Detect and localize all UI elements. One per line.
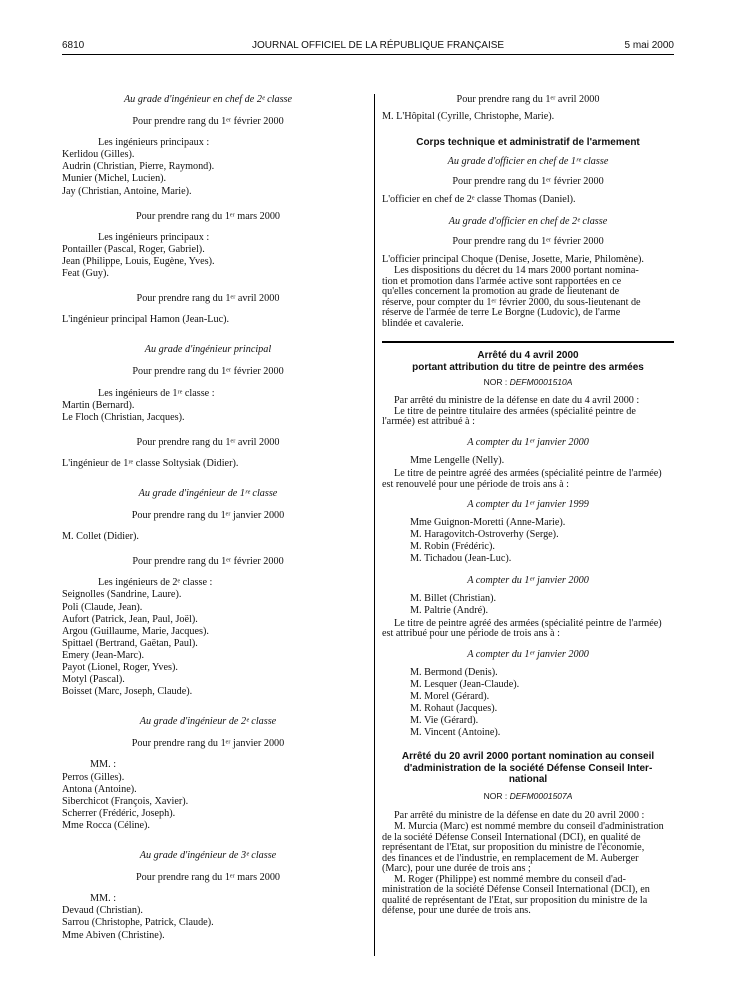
text-line: Argou (Guillaume, Marie, Jacques). bbox=[62, 625, 209, 637]
text-line: Audrin (Christian, Pierre, Raymond). bbox=[62, 161, 215, 173]
name-list bbox=[382, 667, 674, 740]
text-line: ministration de la société Défense Conseil International (DCI), en bbox=[382, 885, 650, 896]
text-line: représentant de l'Etat, sur proposition du ministre de l'économie, bbox=[382, 843, 645, 854]
text-line: Mme Guignon-Moretti (Anne-Marie). bbox=[410, 517, 566, 529]
text-line: M. Rohaut (Jacques). bbox=[410, 703, 498, 715]
arrete-text bbox=[382, 619, 674, 640]
arrete-intro: Par arrêté du ministre de la défense en date du 20 avril 2000 : bbox=[394, 810, 645, 822]
left-column bbox=[62, 94, 354, 942]
text-line: M. Morel (Gérard). bbox=[410, 691, 490, 703]
text-line: Le Floch (Christian, Jacques). bbox=[62, 411, 185, 423]
arrete-title bbox=[382, 751, 674, 786]
text-line: M. Tichadou (Jean-Luc). bbox=[410, 553, 512, 565]
text-line: Emery (Jean-Marc). bbox=[62, 649, 145, 661]
grade-heading: Au grade d'ingénieur en chef de 2ᵉ classe bbox=[123, 94, 293, 105]
text-line: national bbox=[508, 774, 548, 786]
compter-heading: A compter du 1ᵉʳ janvier 2000 bbox=[467, 436, 589, 448]
nomination-line: L'officier principal Choque (Denise, Josette, Marie, Philomène). bbox=[382, 254, 644, 266]
rang-line: Pour prendre rang du 1ᵉʳ mars 2000 bbox=[135, 872, 281, 884]
text-line: Spittael (Bertrand, Gaëtan, Paul). bbox=[62, 637, 198, 649]
text-line: M. Robin (Frédéric). bbox=[410, 541, 495, 553]
page-number: 6810 bbox=[62, 40, 85, 51]
name-list bbox=[62, 400, 354, 424]
name-list bbox=[382, 593, 674, 617]
text-line: M. Billet (Christian). bbox=[410, 592, 497, 604]
text-line: (Marc), pour une durée de trois ans ; bbox=[382, 864, 531, 875]
text-line: Jean (Philippe, Louis, Eugène, Yves). bbox=[62, 255, 215, 267]
name-list bbox=[382, 517, 674, 565]
nor-label: NOR : bbox=[483, 377, 508, 388]
nomination-paragraph bbox=[382, 822, 674, 875]
list-lead: MM. : bbox=[90, 759, 117, 771]
text-line: M. Roger (Philippe) est nommé membre du conseil d'ad- bbox=[394, 874, 626, 885]
text-line: qualité de représentant de l'Etat, sur proposition du ministre de la bbox=[382, 895, 648, 906]
list-lead: Les ingénieurs de 1ʳᵉ classe : bbox=[98, 387, 215, 399]
text-line: Aufort (Patrick, Jean, Paul, Joël). bbox=[62, 613, 198, 625]
name-list bbox=[382, 455, 674, 467]
text-line: est attribué pour une période de trois ans à : bbox=[382, 629, 560, 640]
text-line: Martin (Bernard). bbox=[62, 399, 135, 411]
rang-line: Pour prendre rang du 1ᵉʳ février 2000 bbox=[452, 236, 604, 248]
nor-code: DEFM0001510A bbox=[509, 377, 573, 388]
rang-line: Pour prendre rang du 1ᵉʳ avril 2000 bbox=[136, 293, 280, 305]
name-list bbox=[62, 772, 354, 832]
nomination-line: L'ingénieur de 1ʳᵉ classe Soltysiak (Didier). bbox=[62, 457, 239, 469]
compter-heading: A compter du 1ᵉʳ janvier 1999 bbox=[467, 499, 589, 511]
text-line: Jay (Christian, Antoine, Marie). bbox=[62, 185, 192, 197]
nomination-line: M. L'Hôpital (Cyrille, Christophe, Marie). bbox=[382, 111, 555, 123]
list-lead: Les ingénieurs principaux : bbox=[98, 231, 210, 243]
rang-line: Pour prendre rang du 1ᵉʳ février 2000 bbox=[132, 116, 284, 128]
text-line: Antona (Antoine). bbox=[62, 783, 137, 795]
text-line: M. Vincent (Antoine). bbox=[410, 727, 501, 739]
rang-line: Pour prendre rang du 1ᵉʳ février 2000 bbox=[132, 556, 284, 568]
text-line: Mme Rocca (Céline). bbox=[62, 819, 150, 831]
grade-heading: Au grade d'officier en chef de 2ᵉ classe bbox=[448, 215, 608, 227]
text-line: Motyl (Pascal). bbox=[62, 674, 125, 686]
arrete-text bbox=[382, 469, 674, 490]
text-line: des finances et de l'industrie, en remplacement de M. Auberger bbox=[382, 853, 639, 864]
text-line: l'armée) est attribué à : bbox=[382, 417, 475, 428]
text-line: Munier (Michel, Lucien). bbox=[62, 173, 167, 185]
journal-title: JOURNAL OFFICIEL DE LA RÉPUBLIQUE FRANÇAISE bbox=[252, 40, 505, 51]
text-line: Feat (Guy). bbox=[62, 268, 109, 280]
list-lead: Les ingénieurs principaux : bbox=[98, 137, 210, 149]
decree-paragraph bbox=[382, 266, 674, 329]
text-line: M. Paltrie (André). bbox=[410, 604, 489, 616]
text-line: Mme Abiven (Christine). bbox=[62, 929, 165, 941]
section-rule bbox=[382, 341, 674, 343]
text-line: Kerlidou (Gilles). bbox=[62, 149, 135, 161]
text-line: M. Murcia (Marc) est nommé membre du conseil d'administration bbox=[394, 822, 664, 833]
name-list bbox=[62, 244, 354, 280]
compter-heading: A compter du 1ᵉʳ janvier 2000 bbox=[467, 574, 589, 586]
arrete-title-line: portant attribution du titre de peintre des armées bbox=[412, 361, 644, 373]
issue-date: 5 mai 2000 bbox=[624, 40, 674, 51]
arrete-intro bbox=[382, 396, 674, 428]
rang-line: Pour prendre rang du 1ᵉʳ janvier 2000 bbox=[131, 510, 285, 522]
text-line: Le titre de peintre agréé des armées (spécialité peintre de l'armée) bbox=[394, 618, 662, 629]
nor-reference bbox=[382, 790, 674, 802]
text-line: réserve de l'armée de terre Le Borgne (Ludovic), de l'arme bbox=[382, 308, 621, 319]
rang-line: Pour prendre rang du 1ᵉʳ février 2000 bbox=[452, 175, 604, 187]
text-line: est renouvelé pour une période de trois ans à : bbox=[382, 479, 569, 490]
text-line: Siberchicot (François, Xavier). bbox=[62, 795, 189, 807]
rang-line: Pour prendre rang du 1ᵉʳ février 2000 bbox=[132, 366, 284, 378]
text-line: Payot (Lionel, Roger, Yves). bbox=[62, 662, 178, 673]
page-header bbox=[62, 40, 674, 55]
grade-heading: Au grade d'ingénieur de 2ᵉ classe bbox=[139, 716, 277, 728]
list-lead: MM. : bbox=[90, 893, 117, 905]
text-line: qu'elles concernent la promotion au grade de lieutenant de bbox=[382, 287, 620, 298]
text-line: Le titre de peintre titulaire des armées (spécialité peintre de bbox=[394, 406, 636, 417]
grade-heading: Au grade d'ingénieur principal bbox=[144, 344, 272, 356]
text-line: Poli (Claude, Jean). bbox=[62, 601, 143, 613]
arrete-title bbox=[382, 350, 674, 373]
text-line: tion et promotion dans l'armée active sont rapportées en ce bbox=[382, 276, 622, 287]
name-list bbox=[62, 905, 354, 941]
text-line: de la société Défense Conseil International (DCI), en qualité de bbox=[382, 832, 641, 843]
text-line: Pontailler (Pascal, Roger, Gabriel). bbox=[62, 243, 205, 255]
text-line: Arrêté du 20 avril 2000 portant nomination au conseil bbox=[401, 751, 655, 763]
text-line: Seignolles (Sandrine, Laure). bbox=[62, 589, 182, 601]
rang-line: Pour prendre rang du 1ᵉʳ mars 2000 bbox=[135, 210, 281, 222]
grade-heading: Au grade d'ingénieur de 3ᵉ classe bbox=[139, 850, 277, 862]
text-line: Perros (Gilles). bbox=[62, 771, 125, 783]
rang-line: Pour prendre rang du 1ᵉʳ janvier 2000 bbox=[131, 738, 285, 750]
nor-code: DEFM0001507A bbox=[509, 790, 573, 801]
right-column bbox=[382, 94, 674, 917]
list-lead: Les ingénieurs de 2ᵉ classe : bbox=[98, 577, 213, 589]
nor-reference bbox=[382, 376, 674, 388]
text-line: Mme Lengelle (Nelly). bbox=[410, 454, 505, 466]
rang-line: Pour prendre rang du 1ᵉʳ avril 2000 bbox=[136, 436, 280, 448]
nomination-line: L'officier en chef de 2ᵉ classe Thomas (Daniel). bbox=[382, 193, 576, 205]
name-list bbox=[62, 149, 354, 197]
text-line: réserve, pour compter du 1ᵉʳ février 2000, du sous-lieutenant de bbox=[382, 297, 641, 308]
column-divider bbox=[374, 94, 375, 956]
arrete-title-line: Arrêté du 4 avril 2000 bbox=[477, 350, 579, 362]
text-line: Sarrou (Christophe, Patrick, Claude). bbox=[62, 917, 214, 929]
text-line: M. Lesquer (Jean-Claude). bbox=[410, 678, 520, 690]
text-line: Boisset (Marc, Joseph, Claude). bbox=[62, 686, 193, 698]
text-line: Les dispositions du décret du 14 mars 2000 portant nomina- bbox=[394, 266, 639, 277]
grade-heading: Au grade d'ingénieur de 1ʳᵉ classe bbox=[138, 487, 278, 499]
text-line: défense, pour une durée de trois ans. bbox=[382, 906, 531, 917]
compter-heading: A compter du 1ᵉʳ janvier 2000 bbox=[467, 648, 589, 660]
text-line: M. Vie (Gérard). bbox=[410, 715, 479, 727]
text-line: Scherrer (Frédéric, Joseph). bbox=[62, 807, 176, 819]
nomination-line: M. Collet (Didier). bbox=[62, 531, 139, 543]
text-line: Devaud (Christian). bbox=[62, 905, 143, 917]
grade-heading: Au grade d'officier en chef de 1ʳᵉ classe bbox=[447, 155, 609, 167]
text-line: d'administration de la société Défense Conseil Inter- bbox=[403, 762, 653, 774]
text-line: blindée et cavalerie. bbox=[382, 318, 464, 329]
text-line: M. Haragovitch-Ostroverhy (Serge). bbox=[410, 529, 559, 541]
corps-title: Corps technique et administratif de l'armement bbox=[416, 137, 640, 149]
text-line: M. Bermond (Denis). bbox=[410, 666, 498, 678]
text-line: Le titre de peintre agréé des armées (spécialité peintre de l'armée) bbox=[394, 469, 662, 480]
nor-label: NOR : bbox=[483, 790, 508, 801]
text-line: Par arrêté du ministre de la défense en date du 4 avril 2000 : bbox=[394, 396, 640, 407]
nomination-line: L'ingénieur principal Hamon (Jean-Luc). bbox=[62, 314, 230, 326]
nomination-paragraph bbox=[382, 875, 674, 917]
rang-line: Pour prendre rang du 1ᵉʳ avril 2000 bbox=[456, 94, 600, 105]
name-list bbox=[62, 589, 354, 698]
